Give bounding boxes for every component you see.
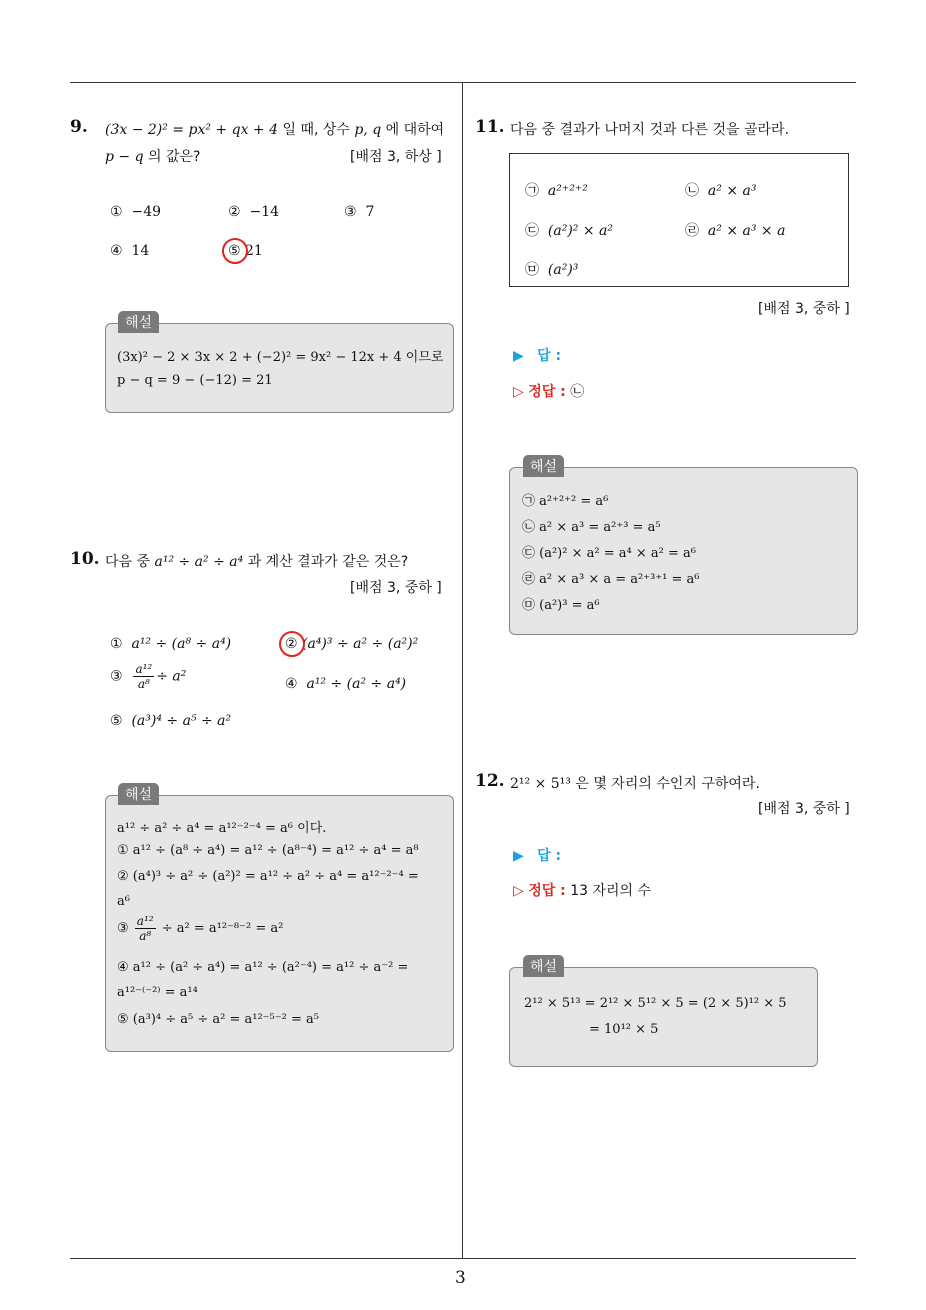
column-divider — [462, 83, 463, 1258]
score-label: [배점 3, 중하 ] — [758, 301, 850, 317]
question-number: 10. — [70, 549, 100, 569]
score-label: [배점 3, 중하 ] — [758, 801, 850, 817]
choice-2[interactable]: ② −14 — [228, 204, 280, 220]
question-stem-line1: (3x − 2)² = px² + qx + 4 일 때, 상수 p, q 에 대하여 — [105, 122, 445, 138]
solution-line-4: ㉣ a² × a³ × a = a²⁺³⁺¹ = a⁶ — [522, 572, 700, 587]
item-2: ㉡ a² × a³ — [685, 183, 757, 199]
item-4: ㉣ a² × a³ × a — [685, 223, 786, 239]
score-label: [배점 3, 하상 ] — [350, 149, 442, 165]
question-number: 11. — [475, 117, 505, 137]
solution-line-2: ㉡ a² × a³ = a²⁺³ = a⁵ — [522, 520, 661, 535]
answer-circle-mark — [279, 631, 305, 657]
question-stem: 다음 중 결과가 나머지 것과 다른 것을 골라라. — [510, 122, 790, 138]
choice-1[interactable]: ① a¹² ÷ (a⁸ ÷ a⁴) — [110, 636, 232, 652]
question-number: 9. — [70, 117, 88, 137]
bottom-rule — [70, 1258, 856, 1259]
play-outline-icon: ▷ — [513, 883, 524, 899]
question-stem: 다음 중 a¹² ÷ a² ÷ a⁴ 과 계산 결과가 같은 것은? — [105, 554, 409, 570]
solution-line-5: ㉤ (a²)³ = a⁶ — [522, 598, 600, 613]
choice-1[interactable]: ① −49 — [110, 204, 162, 220]
solution-line-1: 2¹² × 5¹³ = 2¹² × 5¹² × 5 = (2 × 5)¹² × 5 — [524, 996, 787, 1011]
solution-line-6: ④ a¹² ÷ (a² ÷ a⁴) = a¹² ÷ (a²⁻⁴) = a¹² ÷ a⁻² = — [117, 960, 409, 975]
solution-line-3: ㉢ (a²)² × a² = a⁴ × a² = a⁶ — [522, 546, 696, 561]
choice-2[interactable]: ② (a⁴)³ ÷ a² ÷ (a²)² — [285, 636, 419, 652]
page-number: 3 — [455, 1268, 466, 1288]
choice-4[interactable]: ④ 14 — [110, 243, 150, 259]
solution-box — [105, 323, 454, 413]
solution-line-2: = 10¹² × 5 — [589, 1022, 659, 1037]
question-stem: 2¹² × 5¹³ 은 몇 자리의 수인지 구하여라. — [510, 776, 760, 792]
answer-field[interactable]: ▶ 답 : — [513, 348, 562, 364]
item-5: ㉤ (a²)³ — [525, 262, 579, 278]
answer-field[interactable]: ▶ 답 : — [513, 848, 562, 864]
solution-line-4: a⁶ — [117, 894, 130, 909]
choice-4[interactable]: ④ a¹² ÷ (a² ÷ a⁴) — [285, 676, 407, 692]
choice-3[interactable]: ③ 7 — [344, 204, 375, 220]
solution-line-5: ③ $\frac{\text{a¹²}}{\text{a⁸}}$ ÷ a² = a¹²⁻⁸⁻² = a² — [117, 914, 284, 943]
item-1: ㉠ a²⁺²⁺² — [525, 183, 588, 199]
question-number: 12. — [475, 771, 505, 791]
choice-5[interactable]: ⑤ (a³)⁴ ÷ a⁵ ÷ a² — [110, 713, 232, 729]
answer-circle-mark — [222, 238, 248, 264]
solution-tag: 해설 — [523, 455, 564, 477]
solution-line-1: a¹² ÷ a² ÷ a⁴ = a¹²⁻²⁻⁴ = a⁶ 이다. — [117, 821, 327, 836]
solution-line-8: ⑤ (a³)⁴ ÷ a⁵ ÷ a² = a¹²⁻⁵⁻² = a⁵ — [117, 1012, 319, 1027]
solution-box — [509, 967, 818, 1067]
solution-line-7: a¹²⁻⁽⁻²⁾ = a¹⁴ — [117, 985, 198, 1000]
play-icon: ▶ — [513, 848, 524, 864]
solution-tag: 해설 — [118, 311, 159, 333]
play-icon: ▶ — [513, 348, 524, 364]
solution-line-1: (3x)² − 2 × 3x × 2 + (−2)² = 9x² − 12x + 4 이므로 — [117, 350, 444, 365]
top-rule — [70, 82, 856, 83]
solution-line-2: p − q = 9 − (−12) = 21 — [117, 373, 273, 388]
solution-line-3: ② (a⁴)³ ÷ a² ÷ (a²)² = a¹² ÷ a² ÷ a⁴ = a¹²⁻²⁻⁴ = — [117, 869, 419, 884]
score-label: [배점 3, 중하 ] — [350, 580, 442, 596]
choice-5[interactable]: ⑤ 21 — [228, 243, 263, 259]
item-3: ㉢ (a²)² × a² — [525, 223, 613, 239]
solution-line-2: ① a¹² ÷ (a⁸ ÷ a⁴) = a¹² ÷ (a⁸⁻⁴) = a¹² ÷ a⁴ = a⁸ — [117, 843, 419, 858]
correct-answer: ▷ 정답 : ㉡ — [513, 384, 585, 400]
solution-tag: 해설 — [118, 783, 159, 805]
choice-3[interactable]: ③ $\frac{\text{a¹²}}{\text{a⁸}}$ ÷ a² — [110, 662, 187, 691]
solution-line-1: ㉠ a²⁺²⁺² = a⁶ — [522, 494, 609, 509]
play-outline-icon: ▷ — [513, 384, 524, 400]
correct-answer: ▷ 정답 : 13 자리의 수 — [513, 883, 652, 899]
question-stem-line2: p − q 의 값은? — [105, 149, 201, 165]
solution-tag: 해설 — [523, 955, 564, 977]
